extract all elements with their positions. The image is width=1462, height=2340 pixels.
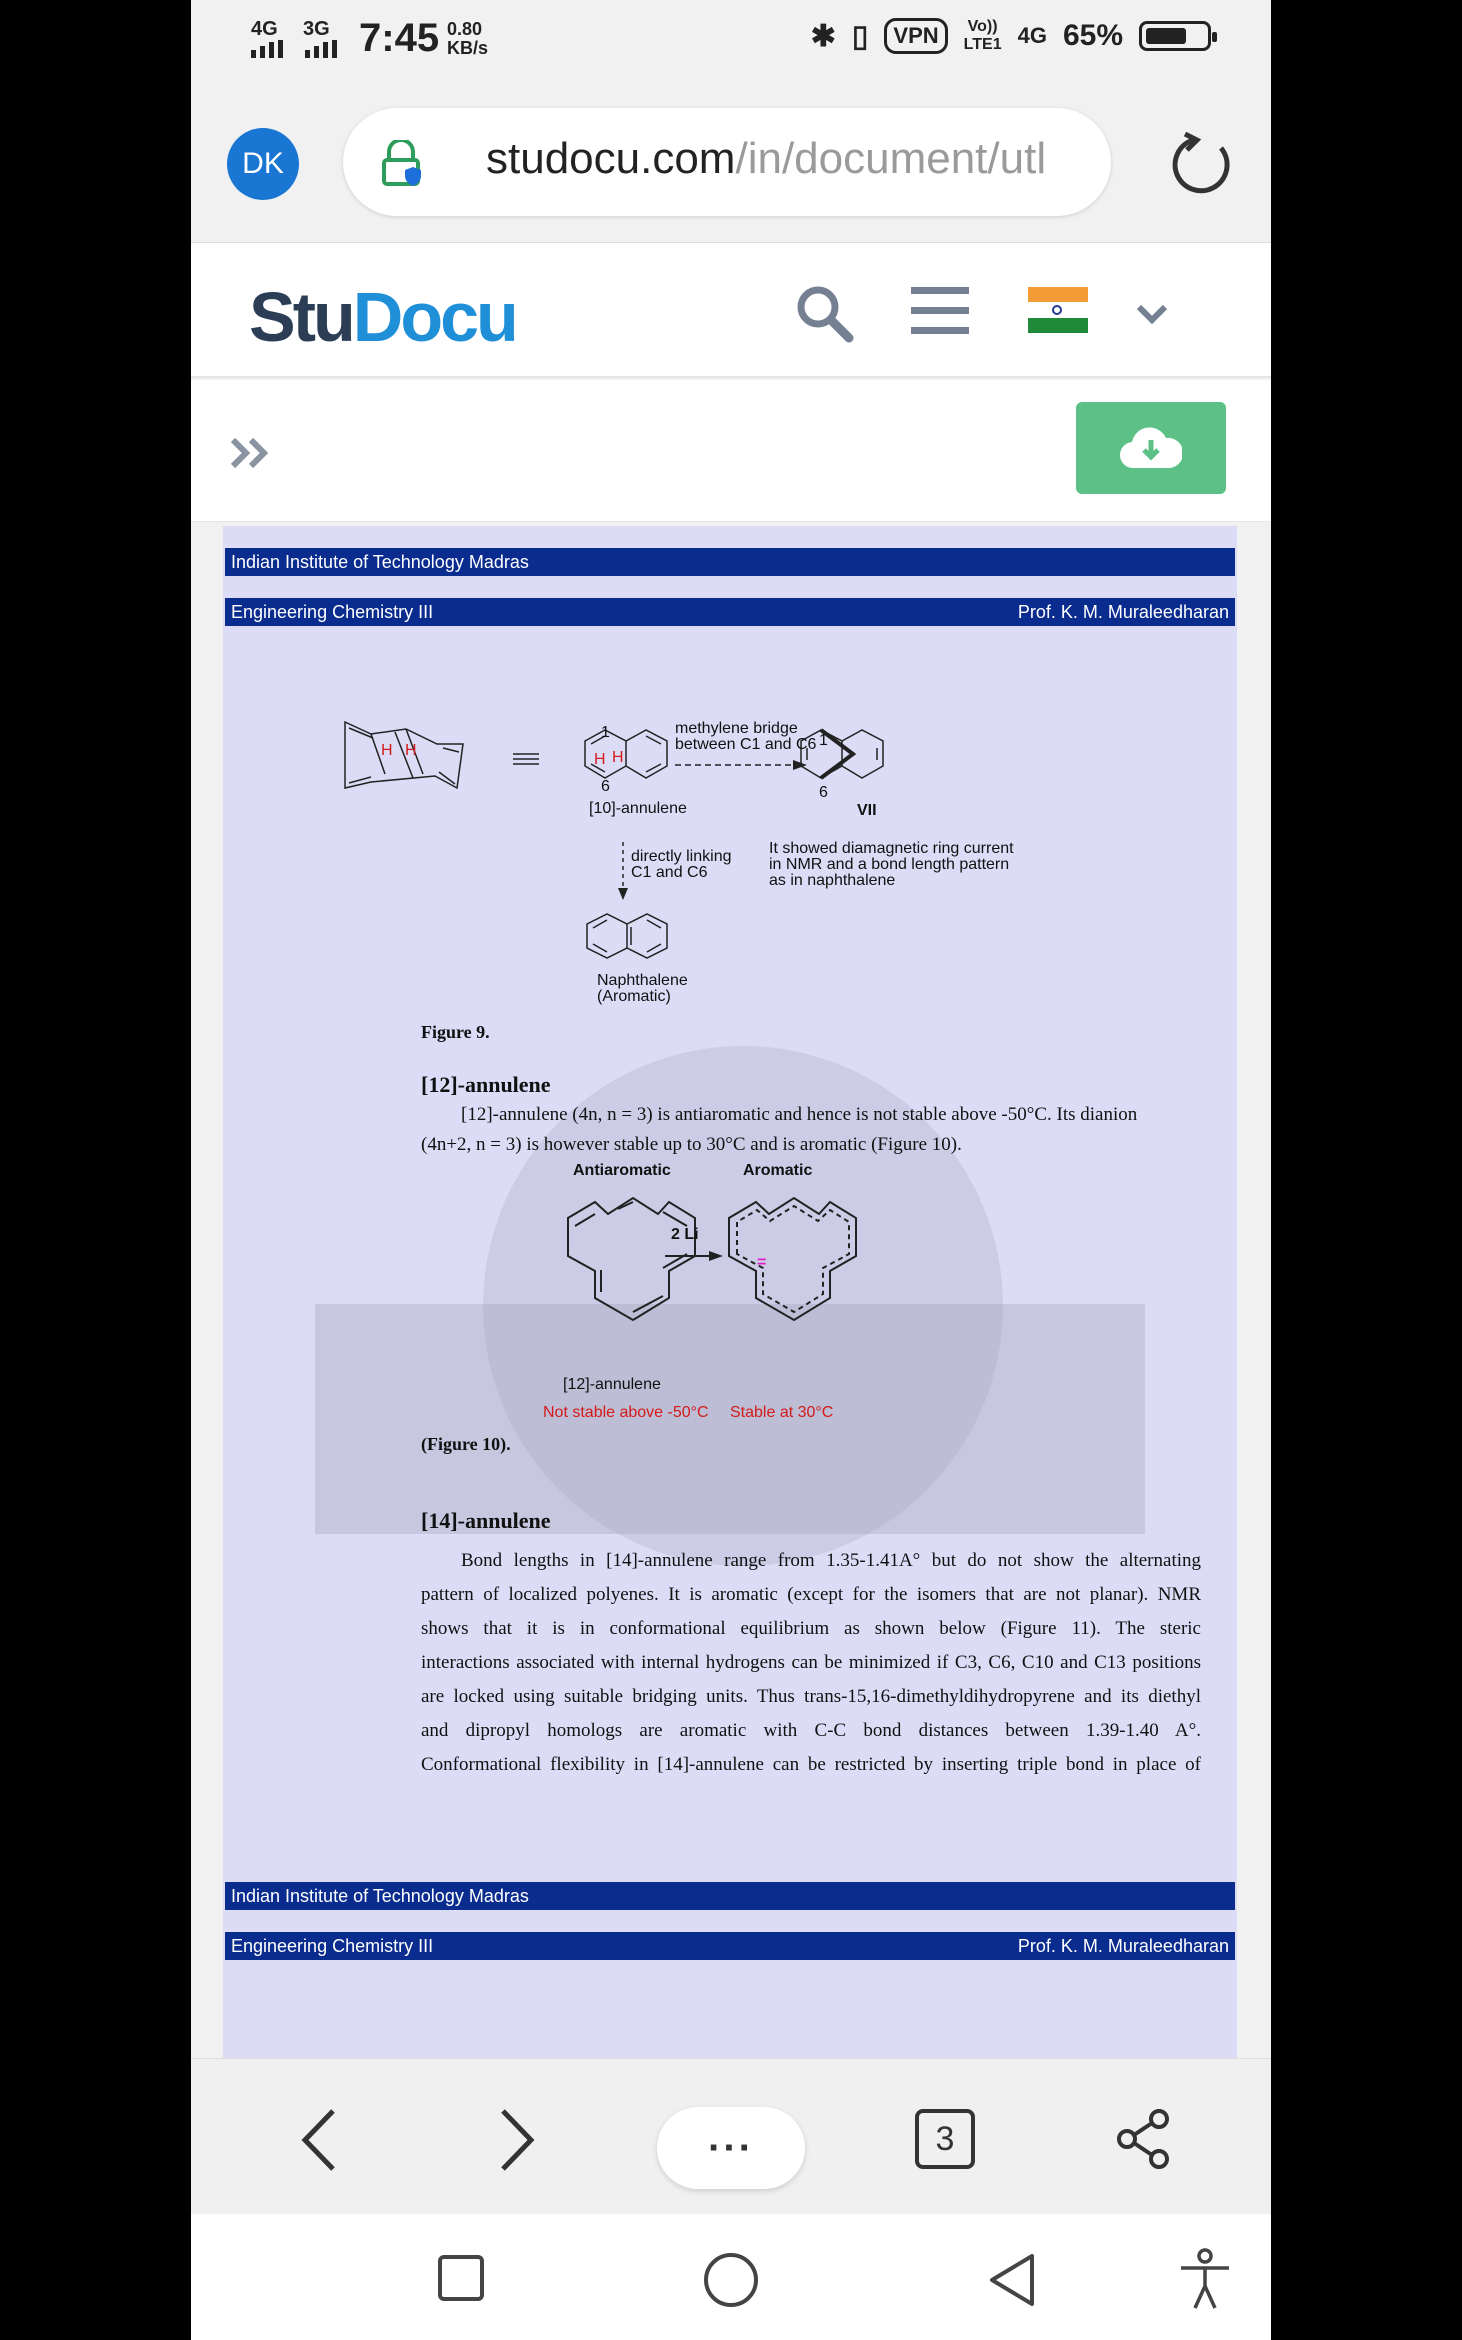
- section-14-line: interactions associated with internal hydrogens can be minimized if C3, C6, C10 and C13 positions: [421, 1652, 1201, 1673]
- browser-bottom-nav: [191, 2058, 1271, 2214]
- circle-icon[interactable]: [703, 2252, 759, 2308]
- section-14-line: shows that it is in conformational equilibrium as shown below (Figure 11). The steric: [421, 1618, 1201, 1639]
- section-12-line-2: (4n+2, n = 3) is however stable up to 30°C and is aromatic (Figure 10).: [421, 1134, 962, 1155]
- section-12-line-1: [12]-annulene (4n, n = 3) is antiaromatic and hence is not stable above -50°C. Its dianion: [461, 1104, 1138, 1125]
- share-icon[interactable]: [1115, 2109, 1171, 2169]
- vpn-badge: VPN: [884, 18, 947, 54]
- url-text: studocu.com/in/document/utl: [486, 134, 1047, 183]
- network-type-2: 3G: [303, 18, 330, 40]
- vii-atom-6: 6: [819, 784, 828, 801]
- doc-header-course: Engineering Chemistry III Prof. K. M. Muraleedharan: [225, 598, 1235, 626]
- system-nav-bar: [191, 2214, 1271, 2340]
- link-label-1: directly linking: [631, 848, 732, 865]
- reload-icon[interactable]: [1169, 130, 1237, 198]
- section-14-line: pattern of localized polyenes. It is aromatic (except for the isomers that are not planar). NMR: [421, 1584, 1201, 1605]
- document-page: [223, 526, 1237, 2058]
- double-chevron-right-icon[interactable]: [229, 436, 273, 470]
- not-stable-label: Not stable above -50°C: [543, 1404, 709, 1421]
- bridge-label-2: between C1 and C6: [675, 736, 817, 753]
- status-bar: [191, 0, 1271, 80]
- india-flag-icon[interactable]: [1028, 287, 1088, 333]
- vii-description-2: in NMR and a bond length pattern: [769, 856, 1010, 873]
- square-icon[interactable]: [437, 2254, 485, 2302]
- cloud-download-icon: [1120, 426, 1182, 470]
- figure-9-caption: Figure 9.: [421, 1022, 490, 1042]
- doc-header-institute: Indian Institute of Technology Madras: [225, 548, 1235, 576]
- triangle-back-icon[interactable]: [987, 2252, 1037, 2308]
- studocu-logo[interactable]: StuDocu: [249, 278, 516, 356]
- document-toolbar: [191, 380, 1271, 522]
- figure-10-structures: [223, 526, 1237, 1546]
- accessibility-icon[interactable]: [1177, 2248, 1233, 2310]
- site-header: [191, 242, 1271, 378]
- aromatic-label: Aromatic: [743, 1162, 813, 1179]
- fig9-h-label: H: [612, 749, 624, 766]
- network-type-1: 4G: [251, 18, 278, 40]
- tabs-button[interactable]: 3: [915, 2109, 975, 2169]
- vii-description-3: as in naphthalene: [769, 872, 896, 889]
- reagent-label: 2 Li: [671, 1226, 699, 1243]
- chevron-down-icon[interactable]: [1135, 303, 1169, 325]
- battery-icon: [1139, 21, 1211, 51]
- figure-10-caption: (Figure 10).: [421, 1434, 511, 1454]
- hamburger-menu-icon[interactable]: [911, 285, 969, 337]
- section-14-annulene-title: [14]-annulene: [421, 1508, 551, 1533]
- back-arrow-icon[interactable]: [299, 2107, 339, 2173]
- bluetooth-icon: ✱: [810, 19, 836, 53]
- section-14-line: and dipropyl homologs are aromatic with C-C bond distances between 1.39-1.40 A°.: [421, 1720, 1201, 1741]
- naphthalene-label: Naphthalene: [597, 972, 688, 989]
- status-right: [811, 18, 1211, 54]
- section-14-line: are locked using suitable bridging units. Thus trans-15,16-dimethyldihydropyrene and its diethyl: [421, 1686, 1201, 1707]
- fig9-h-label: H: [381, 742, 393, 759]
- doc-header-course: Engineering Chemistry III Prof. K. M. Muraleedharan: [225, 1932, 1235, 1960]
- signal-bars-1-icon: [251, 40, 283, 58]
- dianion-charge: =: [757, 1254, 767, 1271]
- vibrate-icon: ▯: [851, 19, 869, 53]
- network-4g: 4G: [1017, 23, 1047, 48]
- clock: 7:45: [359, 16, 440, 60]
- data-speed: 0.80 KB/s: [447, 19, 489, 58]
- fig9-h-label: H: [594, 751, 606, 768]
- bridge-label-1: methylene bridge: [675, 720, 798, 737]
- atom-number-6: 6: [601, 778, 610, 795]
- link-label-2: C1 and C6: [631, 864, 708, 881]
- vii-label: VII: [857, 802, 877, 819]
- avatar[interactable]: DK: [227, 128, 299, 200]
- annulene12-label: [12]-annulene: [563, 1376, 661, 1393]
- lock-shield-icon: [381, 140, 421, 186]
- naphthalene-aromatic-label: (Aromatic): [597, 988, 671, 1005]
- signal-bars-2-icon: [305, 40, 337, 58]
- forward-arrow-icon[interactable]: [497, 2107, 537, 2173]
- vii-atom-1: 1: [819, 732, 828, 749]
- doc-header-institute: Indian Institute of Technology Madras: [225, 1882, 1235, 1910]
- annulene10-label: [10]-annulene: [589, 800, 687, 817]
- search-icon[interactable]: [794, 283, 854, 343]
- more-menu-button[interactable]: ···: [657, 2107, 805, 2189]
- section-14-paragraph: [421, 1544, 1201, 1782]
- section-14-line: Conformational flexibility in [14]-annulene can be restricted by inserting triple bond in place of: [421, 1754, 1201, 1775]
- section-14-line: Bond lengths in [14]-annulene range from 1.35-1.41A° but do not show the alternating: [461, 1550, 1201, 1571]
- section-12-annulene-title: [12]-annulene: [421, 1072, 551, 1097]
- fig9-h-label: H: [405, 742, 417, 759]
- atom-number-1: 1: [601, 724, 610, 741]
- volte-indicator: Vo)) LTE1: [963, 18, 1002, 53]
- browser-address-row: [191, 90, 1271, 240]
- download-button[interactable]: [1076, 402, 1226, 494]
- phone-screen: [191, 0, 1271, 2340]
- battery-percent: 65%: [1062, 19, 1123, 52]
- stable-label: Stable at 30°C: [730, 1404, 834, 1421]
- vii-description-1: It showed diamagnetic ring current: [769, 840, 1014, 857]
- url-bar[interactable]: [343, 108, 1111, 216]
- antiaromatic-label: Antiaromatic: [573, 1162, 671, 1179]
